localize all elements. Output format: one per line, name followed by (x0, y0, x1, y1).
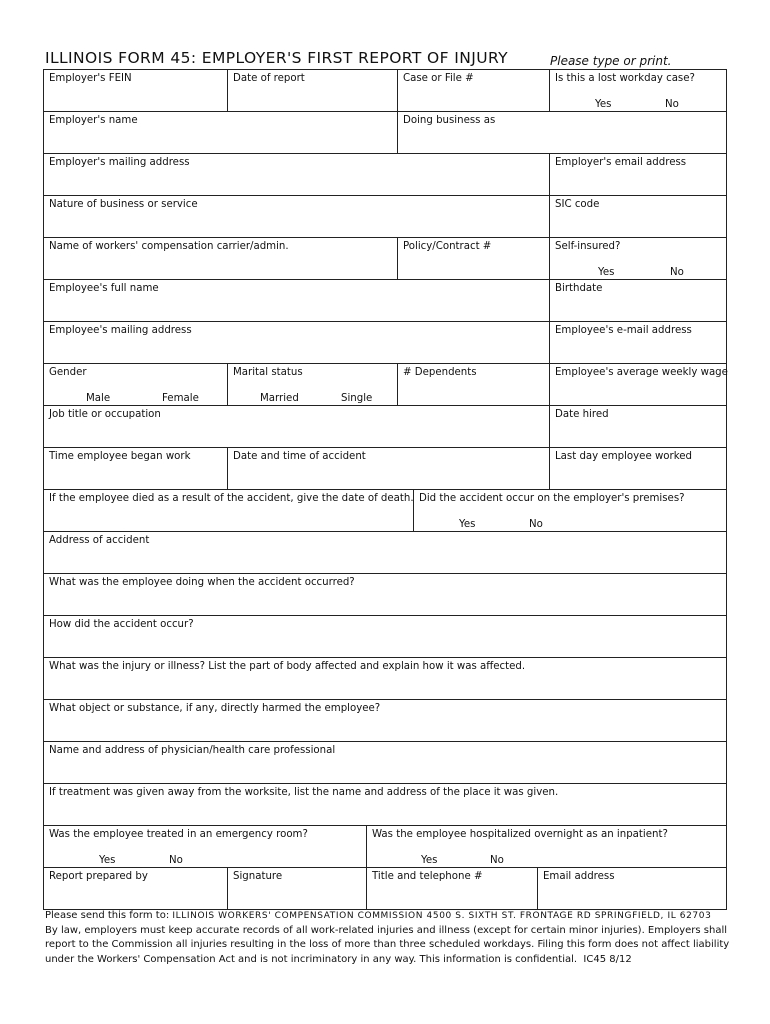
title-phone-label: Title and telephone # (372, 871, 483, 882)
date-time-accident-label: Date and time of accident (233, 451, 366, 462)
form-header (45, 49, 725, 69)
fein-label: Employer's FEIN (49, 73, 132, 84)
row-employee-address (44, 321, 726, 363)
employer-mailing-field[interactable] (44, 154, 549, 195)
date-of-death-label: If the employee died as a result of the accident, give the date of death. (49, 493, 414, 504)
date-hired-field[interactable] (549, 406, 726, 447)
on-premises-field[interactable] (413, 490, 726, 531)
dependents-label: # Dependents (403, 367, 477, 378)
job-title-field[interactable] (44, 406, 549, 447)
address-of-accident-field[interactable] (44, 531, 726, 573)
injury-illness-label: What was the injury or illness? List the part of body affected and explain how it was affected. (49, 661, 526, 672)
prepared-by-label: Report prepared by (49, 871, 148, 882)
lost-workday-field[interactable] (549, 70, 726, 111)
employee-email-label: Employee's e-mail address (555, 325, 692, 336)
emergency-room-yes[interactable]: Yes (99, 855, 116, 866)
employee-name-field[interactable] (44, 280, 549, 321)
email-address-label: Email address (543, 871, 615, 882)
injury-illness-field[interactable] (44, 657, 726, 699)
object-substance-label: What object or substance, if any, directly harmed the employee? (49, 703, 381, 714)
legal-notice: By law, employers must keep accurate records of all work-related injuries and illness (except for certain minor injuries). Employers shall report to the Commission all injuries resulting in the loss of more than three scheduled workdays. Filing this form does not affect liability under the Workers' Compensation Act and is not incriminatory in any way. This information is confidential. (45, 924, 730, 965)
object-substance-field[interactable] (44, 699, 726, 741)
emergency-room-label: Was the employee treated in an emergency room? (49, 829, 308, 840)
row-preparer (44, 867, 726, 909)
date-hired-label: Date hired (555, 409, 609, 420)
employer-email-field[interactable] (549, 154, 726, 195)
physician-label: Name and address of physician/health care professional (49, 745, 336, 756)
dependents-field[interactable] (397, 364, 549, 405)
date-time-accident-field[interactable] (227, 448, 549, 489)
job-title-label: Job title or occupation (49, 409, 161, 420)
hospitalized-field[interactable] (366, 826, 726, 867)
last-day-worked-label: Last day employee worked (555, 451, 692, 462)
address-of-accident-label: Address of accident (49, 535, 150, 546)
case-file-label: Case or File # (403, 73, 474, 84)
hospitalized-yes[interactable]: Yes (421, 855, 438, 866)
last-day-worked-field[interactable] (549, 448, 726, 489)
row-job (44, 405, 726, 447)
gender-field[interactable] (44, 364, 227, 405)
carrier-label: Name of workers' compensation carrier/admin. (49, 241, 289, 252)
hospitalized-no[interactable]: No (490, 855, 504, 866)
time-began-work-field[interactable] (44, 448, 227, 489)
self-insured-field[interactable] (549, 238, 726, 279)
commission-address: ILLINOIS WORKERS' COMPENSATION COMMISSION 4500 S. SIXTH ST. FRONTAGE RD SPRINGFIELD, IL 62703 (172, 911, 712, 921)
send-to-label: Please send this form to: (45, 910, 170, 921)
form-footer (45, 909, 735, 967)
gender-label: Gender (49, 367, 87, 378)
on-premises-no[interactable]: No (529, 519, 543, 530)
case-file-field[interactable] (397, 70, 549, 111)
on-premises-label: Did the accident occur on the employer's premises? (419, 493, 685, 504)
birthdate-field[interactable] (549, 280, 726, 321)
lost-workday-label: Is this a lost workday case? (555, 73, 695, 84)
employee-mailing-label: Employee's mailing address (49, 325, 192, 336)
doing-business-as-field[interactable] (397, 112, 726, 153)
how-occur-label: How did the accident occur? (49, 619, 194, 630)
row-employer-address (44, 153, 726, 195)
form-title: ILLINOIS FORM 45: EMPLOYER'S FIRST REPORT OF INJURY (45, 49, 509, 67)
emergency-room-no[interactable]: No (169, 855, 183, 866)
time-began-work-label: Time employee began work (49, 451, 191, 462)
signature-field[interactable] (227, 868, 366, 909)
date-of-report-label: Date of report (233, 73, 305, 84)
self-insured-label: Self-insured? (555, 241, 621, 252)
row-times (44, 447, 726, 489)
employer-name-label: Employer's name (49, 115, 138, 126)
title-phone-field[interactable] (366, 868, 537, 909)
signature-label: Signature (233, 871, 283, 882)
birthdate-label: Birthdate (555, 283, 603, 294)
date-of-death-field[interactable] (44, 490, 413, 531)
fein-field[interactable] (44, 70, 227, 111)
employer-email-label: Employer's email address (555, 157, 687, 168)
nature-of-business-label: Nature of business or service (49, 199, 198, 210)
email-address-field[interactable] (537, 868, 726, 909)
sic-code-label: SIC code (555, 199, 600, 210)
self-insured-yes[interactable]: Yes (598, 267, 615, 278)
row-carrier (44, 237, 726, 279)
row-death-premises (44, 489, 726, 531)
sic-code-field[interactable] (549, 196, 726, 237)
nature-of-business-field[interactable] (44, 196, 549, 237)
policy-field[interactable] (397, 238, 549, 279)
employee-mailing-field[interactable] (44, 322, 549, 363)
date-of-report-field[interactable] (227, 70, 397, 111)
marital-status-label: Marital status (233, 367, 303, 378)
on-premises-yes[interactable]: Yes (459, 519, 476, 530)
treatment-away-field[interactable] (44, 783, 726, 825)
row-business (44, 195, 726, 237)
physician-field[interactable] (44, 741, 726, 783)
carrier-field[interactable] (44, 238, 397, 279)
treatment-away-label: If treatment was given away from the worksite, list the name and address of the place it was given. (49, 787, 559, 798)
row-employer-ids (44, 69, 726, 111)
employee-email-field[interactable] (549, 322, 726, 363)
lost-workday-no[interactable]: No (665, 99, 679, 110)
prepared-by-field[interactable] (44, 868, 227, 909)
gender-male[interactable]: Male (86, 393, 111, 404)
form-id: IC45 8/12 (583, 953, 632, 965)
row-employee-name (44, 279, 726, 321)
row-personal (44, 363, 726, 405)
marital-status-field[interactable] (227, 364, 397, 405)
emergency-room-field[interactable] (44, 826, 366, 867)
marital-single[interactable]: Single (341, 393, 373, 404)
gender-female[interactable]: Female (162, 393, 199, 404)
employee-doing-field[interactable] (44, 573, 726, 615)
avg-weekly-wage-label: Employee's average weekly wage (555, 367, 728, 378)
row-treatment (44, 825, 726, 867)
lost-workday-yes[interactable]: Yes (595, 99, 612, 110)
avg-weekly-wage-field[interactable] (549, 364, 726, 405)
row-employer-name (44, 111, 726, 153)
employee-doing-label: What was the employee doing when the accident occurred? (49, 577, 355, 588)
employer-name-field[interactable] (44, 112, 397, 153)
self-insured-no[interactable]: No (670, 267, 684, 278)
marital-married[interactable]: Married (260, 393, 299, 404)
employer-mailing-label: Employer's mailing address (49, 157, 190, 168)
policy-label: Policy/Contract # (403, 241, 492, 252)
form-instruction: Please type or print. (550, 54, 672, 68)
employee-name-label: Employee's full name (49, 283, 159, 294)
hospitalized-label: Was the employee hospitalized overnight as an inpatient? (372, 829, 668, 840)
doing-business-as-label: Doing business as (403, 115, 496, 126)
injury-report-form (43, 69, 727, 910)
how-occur-field[interactable] (44, 615, 726, 657)
